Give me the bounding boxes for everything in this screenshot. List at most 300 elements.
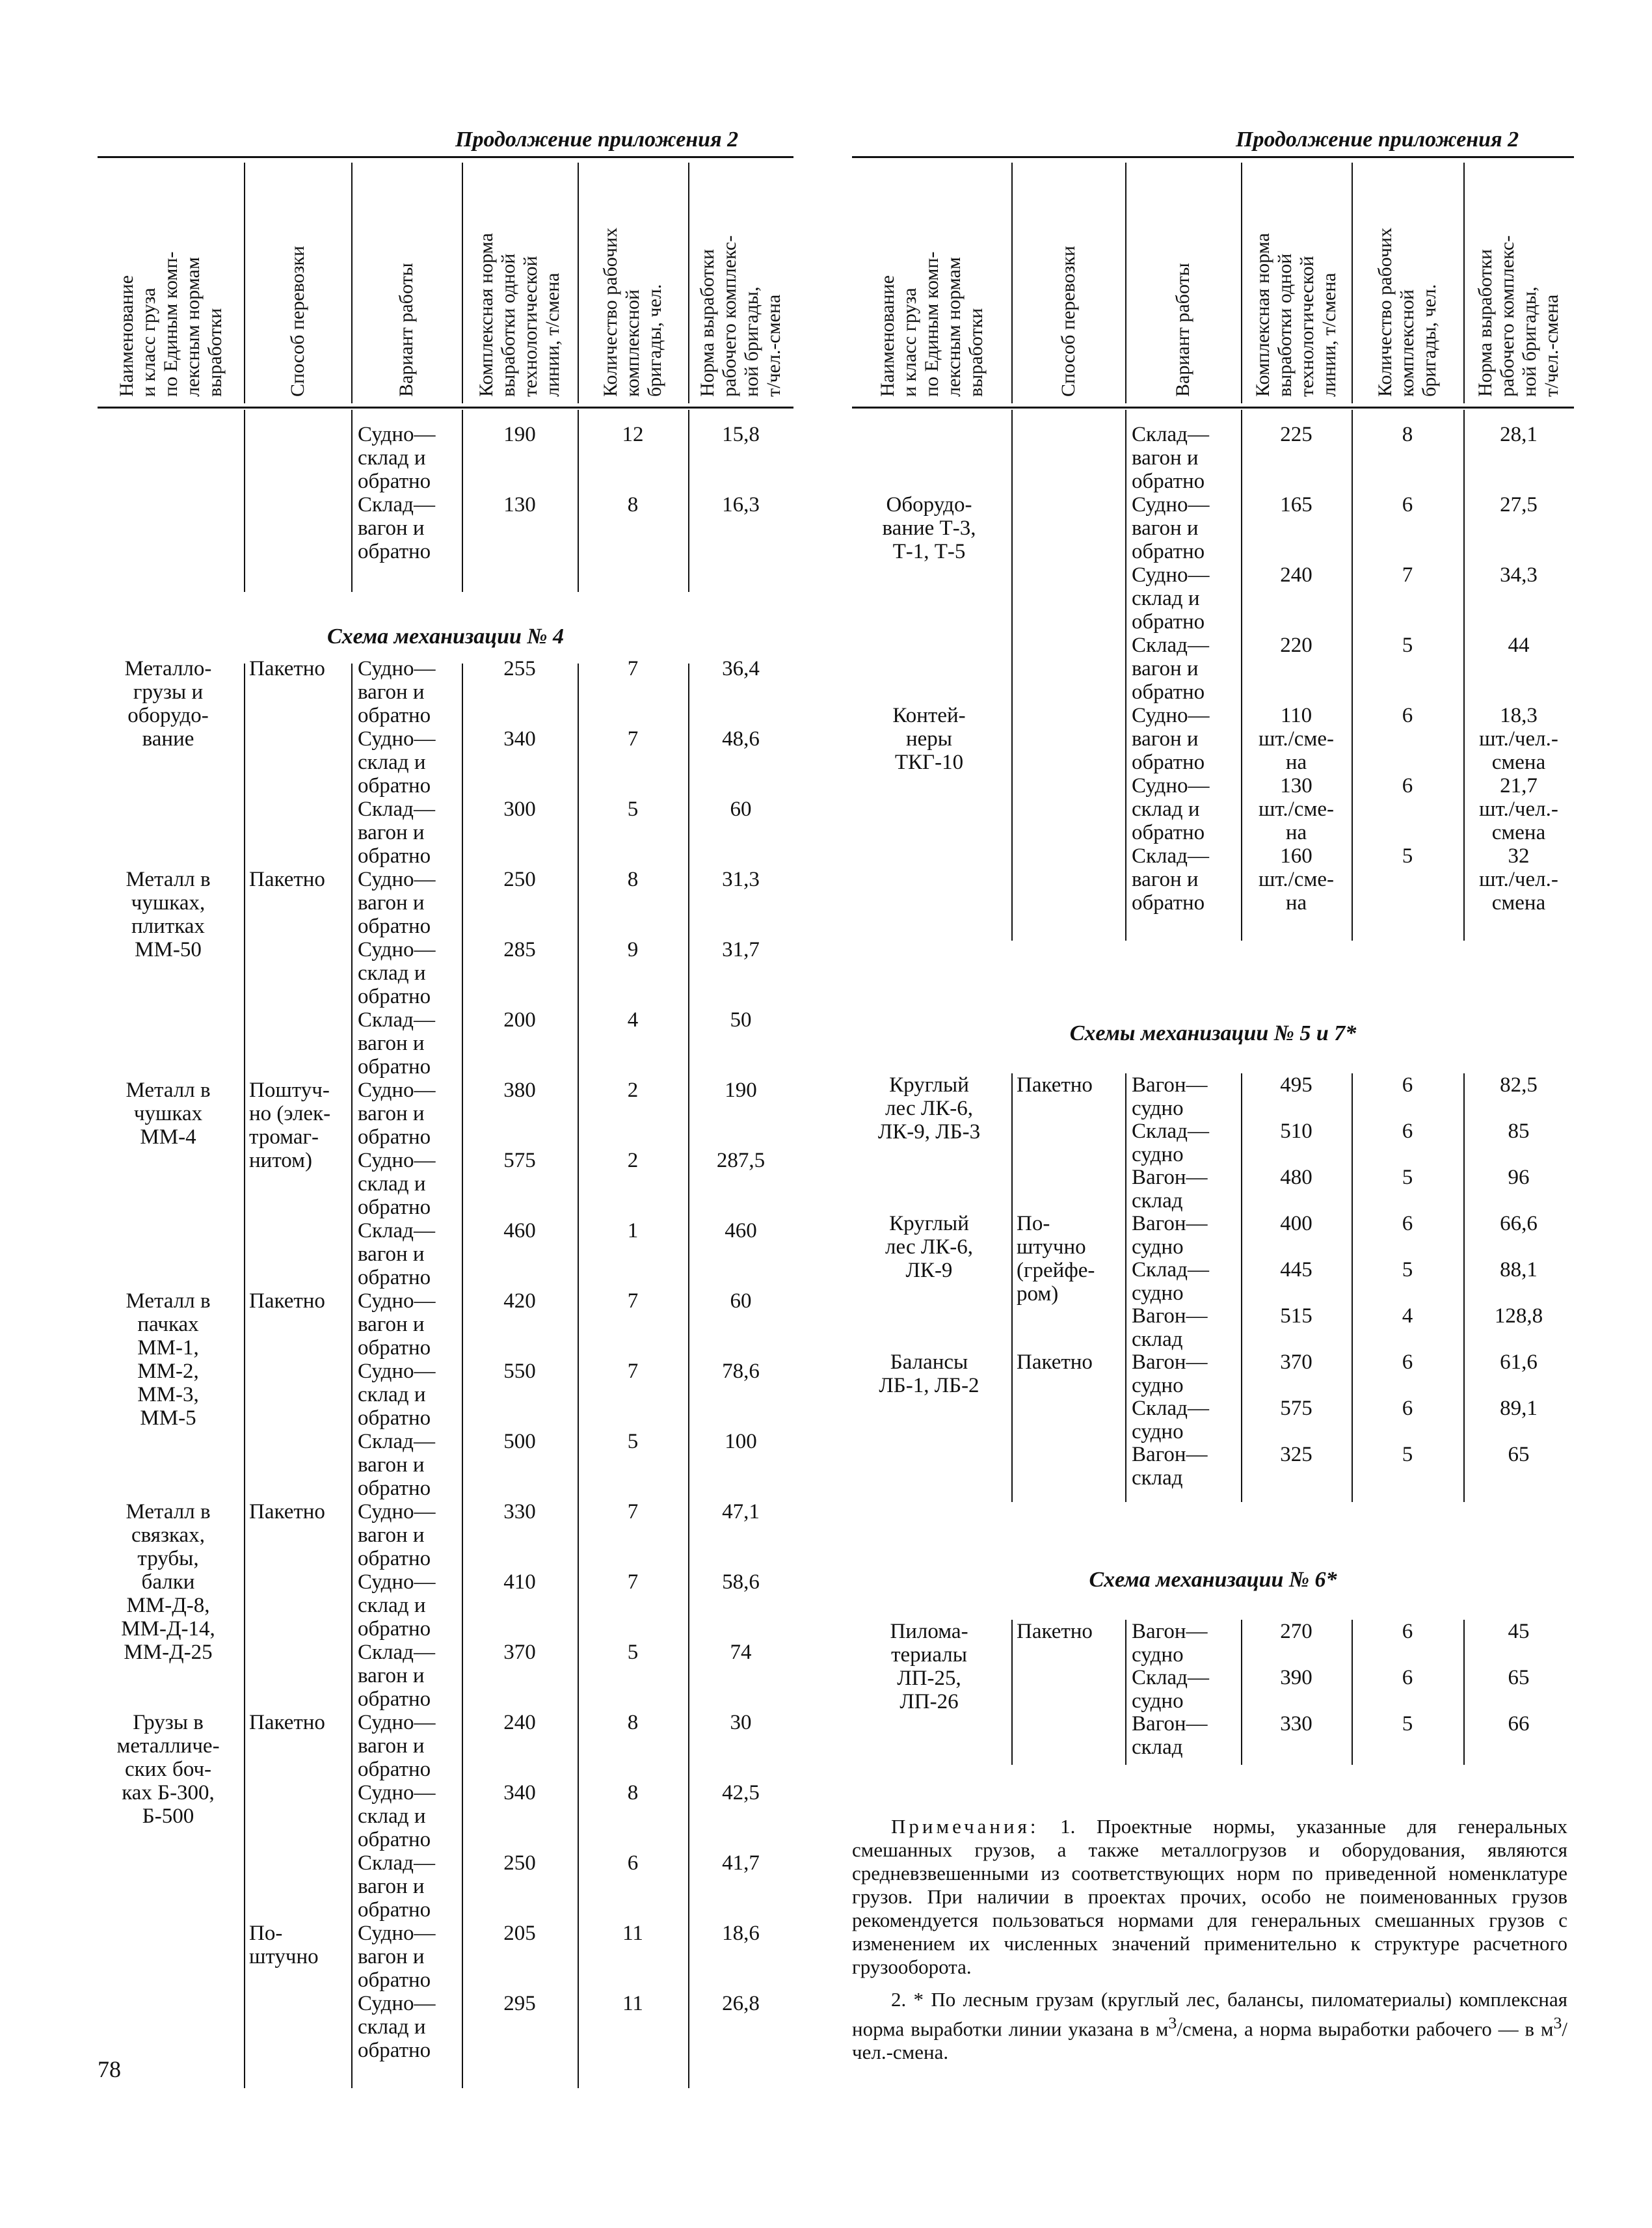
text-line: 165 [1280, 493, 1312, 517]
text-line: рабочего комплекс- [1497, 235, 1518, 397]
right-cargo-name [855, 1620, 1004, 1713]
left-workers-value: 5 [627, 798, 639, 821]
right-column-rule [1125, 1073, 1126, 1502]
right-variant-cell [1132, 1350, 1238, 1397]
text-line: 225 [1280, 423, 1312, 446]
left-norm-value: 300 [503, 798, 536, 821]
text-line: 34,3 [1500, 563, 1538, 587]
text-line: Судно— [1132, 774, 1210, 798]
right-variant-cell [1132, 1304, 1238, 1351]
text-line: ЛБ-1, ЛБ-2 [879, 1374, 979, 1397]
left-worker-norm-value: 16,3 [722, 493, 760, 517]
text-line: вагон и [358, 1313, 425, 1336]
left-variant-cell [358, 1289, 459, 1360]
text-line: ЛП-26 [899, 1690, 959, 1713]
left-method-cell [249, 657, 350, 680]
right-method-cell [1017, 1620, 1124, 1643]
right-header-method [1058, 246, 1080, 397]
text-line: Вариант работы [1172, 263, 1193, 397]
left-header-name [116, 252, 226, 397]
text-line: Металло- [124, 657, 212, 680]
text-line: выработки [204, 308, 226, 397]
right-workers-value: 6 [1402, 774, 1413, 798]
right-norm-value [1241, 563, 1352, 587]
left-section-title: Схема механизации № 4 [326, 624, 565, 649]
left-column-rule [462, 664, 463, 2088]
left-norm-value: 340 [503, 1781, 536, 1805]
text-line: Судно— [358, 938, 436, 961]
text-line: обратно [358, 2039, 431, 2062]
left-worker-norm-value: 36,4 [722, 657, 760, 680]
text-line: Склад— [1132, 634, 1209, 657]
text-line: 44 [1508, 634, 1530, 657]
text-line: обратно [358, 540, 431, 563]
right-variant-cell [1132, 1073, 1238, 1120]
left-column-rule [578, 410, 579, 592]
left-norm-value: 340 [503, 727, 536, 751]
left-cargo-name [100, 1500, 236, 1664]
left-variant-cell [358, 727, 459, 798]
text-line: обратно [358, 1617, 431, 1641]
left-variant-cell [358, 423, 459, 493]
left-variant-cell [358, 1430, 459, 1500]
text-line: Пакетно [249, 868, 325, 891]
left-variant-cell [358, 868, 459, 938]
right-worker-norm-value: 65 [1508, 1666, 1530, 1689]
left-workers-value: 12 [622, 423, 644, 446]
right-workers-value: 6 [1402, 1397, 1413, 1420]
left-header-column-rule [244, 163, 245, 403]
text-line: Б-500 [142, 1805, 194, 1828]
right-column-rule [1011, 410, 1013, 941]
text-line: склад и [358, 446, 426, 470]
left-worker-norm-value: 42,5 [722, 1781, 760, 1805]
right-norm-value: 495 [1280, 1073, 1312, 1097]
text-line: линии, т/смена [542, 273, 563, 397]
right-variant-cell [1132, 493, 1238, 563]
left-cargo-name [100, 868, 236, 961]
notes-label: Примечания: [891, 1815, 1039, 1838]
text-line: вагон и [358, 1032, 425, 1055]
text-line: Контей- [892, 704, 966, 727]
right-column-rule [1463, 1620, 1465, 1765]
text-line: обратно [1132, 891, 1205, 915]
text-line: Вагон— [1132, 1620, 1208, 1643]
text-line: склад и [358, 1172, 426, 1196]
right-worker-norm-value [1463, 423, 1574, 446]
text-line: судно [1132, 1689, 1184, 1713]
text-line: по Единым комп- [920, 251, 942, 397]
text-line: Склад— [358, 1219, 435, 1242]
text-line: штучно [249, 1945, 319, 1968]
right-variant-cell [1132, 423, 1238, 493]
text-line: Склад— [1132, 1120, 1209, 1143]
left-worker-norm-value: 60 [730, 1289, 752, 1313]
right-norm-value: 510 [1280, 1120, 1312, 1143]
text-line: Склад— [1132, 1666, 1209, 1689]
text-line: Склад— [1132, 423, 1209, 446]
text-line: Склад— [358, 1430, 435, 1453]
text-line: вагон и [358, 1875, 425, 1898]
right-worker-norm-value: 88,1 [1500, 1258, 1538, 1282]
text-line: склад и [358, 1383, 426, 1406]
text-line: Пилома- [890, 1620, 968, 1643]
right-column-rule [1241, 1073, 1242, 1502]
left-header-norm [475, 233, 564, 397]
right-section-title-3: Схема механизации № 6* [1089, 1568, 1337, 1592]
left-column-rule [351, 410, 353, 592]
left-norm-value: 255 [503, 657, 536, 680]
left-workers-value: 7 [627, 1289, 639, 1313]
left-column-rule [688, 664, 689, 2088]
left-column-rule [688, 410, 689, 592]
text-line: Склад— [358, 798, 435, 821]
left-variant-cell [358, 493, 459, 563]
text-line: шт./чел.- [1479, 868, 1558, 891]
text-line: 220 [1280, 634, 1312, 657]
right-column-rule [1352, 1620, 1353, 1765]
text-line: ках Б-300, [122, 1781, 215, 1805]
text-line: технологической [520, 256, 541, 397]
left-variant-cell [358, 1360, 459, 1430]
right-variant-cell [1132, 1620, 1238, 1667]
text-line: лексным нормам [942, 257, 965, 397]
text-line: судно [1132, 1420, 1184, 1443]
right-workers-value: 6 [1402, 1120, 1413, 1143]
right-worker-norm-value: 128,8 [1494, 1304, 1543, 1328]
left-norm-value: 330 [503, 1500, 536, 1523]
text-line: выработки одной [498, 253, 519, 397]
right-norm-value [1241, 493, 1352, 517]
text-line: 28,1 [1500, 423, 1538, 446]
right-norm-value: 270 [1280, 1620, 1312, 1643]
text-line: штучно [1017, 1235, 1086, 1259]
text-line: Вагон— [1132, 1712, 1208, 1736]
text-line: обратно [358, 1125, 431, 1149]
right-worker-norm-value [1463, 563, 1574, 587]
text-line: технологической [1296, 256, 1318, 397]
right-workers-value: 5 [1402, 1258, 1413, 1282]
text-line: обратно [358, 470, 431, 493]
left-worker-norm-value: 31,3 [722, 868, 760, 891]
text-line: ММ-5 [140, 1406, 196, 1430]
text-line: связках, [131, 1523, 205, 1547]
right-variant-cell [1132, 1712, 1238, 1759]
left-variant-cell [358, 1922, 459, 1992]
text-line: обратно [358, 1266, 431, 1289]
text-line: лес ЛК-6, [885, 1235, 973, 1259]
text-line: обратно [358, 1547, 431, 1570]
left-header-method [287, 246, 309, 397]
text-line: ММ-Д-8, [126, 1594, 210, 1617]
text-line: вагон и [1132, 657, 1199, 680]
text-line: чушках, [131, 891, 206, 915]
note-2-suffix: /чел.-смена. [852, 2017, 1567, 2064]
right-continuation-label: Продолжение приложения 2 [1236, 128, 1519, 152]
text-line: склад [1132, 1328, 1183, 1351]
text-line: обратно [1132, 751, 1205, 774]
text-line: Склад— [1132, 844, 1209, 868]
left-workers-value: 2 [627, 1079, 639, 1102]
left-variant-cell [358, 1851, 459, 1922]
text-line: По- [1017, 1212, 1050, 1235]
text-line: Судно— [1132, 493, 1210, 517]
left-cargo-name [100, 1711, 236, 1828]
left-column-rule [462, 410, 463, 592]
left-header-column-rule [462, 163, 463, 403]
text-line: Балансы [890, 1350, 968, 1374]
text-line: ских боч- [124, 1758, 212, 1781]
left-worker-norm-value: 78,6 [722, 1360, 760, 1383]
text-line: Судно— [358, 657, 436, 680]
right-header-name [877, 252, 987, 397]
left-worker-norm-value: 26,8 [722, 1992, 760, 2015]
left-workers-value: 8 [627, 1711, 639, 1734]
left-variant-cell [358, 1711, 459, 1781]
right-workers-value: 6 [1402, 1350, 1413, 1374]
right-workers-value: 5 [1402, 1166, 1413, 1189]
right-column-rule [1011, 1620, 1013, 1765]
right-header-column-rule [1241, 163, 1242, 403]
right-column-rule [1011, 1073, 1013, 1502]
text-line: обратно [358, 1898, 431, 1922]
right-workers-value: 6 [1402, 1212, 1413, 1235]
right-variant-cell [1132, 634, 1238, 704]
left-method-cell [249, 1289, 350, 1313]
left-workers-value: 5 [627, 1641, 639, 1664]
text-line: склад [1132, 1466, 1183, 1490]
text-line: выработки одной [1274, 253, 1296, 397]
right-worker-norm-value [1463, 634, 1574, 657]
left-variant-cell [358, 1781, 459, 1851]
text-line: Судно— [358, 1500, 436, 1523]
right-worker-norm-value: 89,1 [1500, 1397, 1538, 1420]
right-variant-cell [1132, 1666, 1238, 1713]
text-line: ЛК-9 [905, 1259, 953, 1282]
text-line: Оборудо- [886, 493, 972, 517]
right-header-workers [1374, 228, 1441, 397]
right-worker-norm-value [1463, 844, 1574, 915]
text-line: ром) [1017, 1282, 1059, 1306]
left-norm-value: 190 [503, 423, 536, 446]
text-line: Способ перевозки [286, 245, 308, 397]
left-variant-cell [358, 1079, 459, 1149]
left-method-cell [249, 1711, 350, 1734]
left-workers-value: 9 [627, 938, 639, 961]
text-line: обратно [358, 774, 431, 798]
text-line: шт./сме- [1259, 798, 1334, 821]
right-worker-norm-value [1463, 774, 1574, 844]
text-line: рабочего комплекс- [719, 235, 740, 397]
right-norm-value: 390 [1280, 1666, 1312, 1689]
right-method-cell [1017, 1212, 1124, 1306]
text-line: шт./сме- [1259, 727, 1334, 751]
text-line: териалы [891, 1643, 967, 1667]
text-line: (грейфе- [1017, 1259, 1095, 1282]
text-line: шт./чел.- [1479, 727, 1558, 751]
text-line: нитом) [249, 1149, 313, 1172]
text-line: Пакетно [1017, 1073, 1093, 1097]
text-line: Пакетно [249, 1500, 325, 1523]
text-line: склад и [1132, 798, 1200, 821]
text-line: Металл в [126, 868, 211, 891]
text-line: вагон и [358, 1453, 425, 1477]
text-line: Круглый [889, 1073, 969, 1097]
left-method-cell [249, 1079, 350, 1172]
text-line: т/чел.-смена [1541, 294, 1562, 397]
text-line: неры [906, 727, 952, 751]
text-line: Пакетно [249, 657, 325, 680]
text-line: Вагон— [1132, 1350, 1208, 1374]
text-line: вание [142, 727, 194, 751]
text-line: обратно [358, 704, 431, 727]
right-column-rule [1125, 1620, 1126, 1765]
text-line: комплексной [622, 289, 643, 397]
left-norm-value: 130 [503, 493, 536, 517]
text-line: Норма выработки [1474, 248, 1496, 397]
left-norm-value: 410 [503, 1570, 536, 1594]
left-workers-value: 4 [627, 1008, 639, 1032]
text-line: ММ-3, [137, 1383, 199, 1406]
right-workers-value: 6 [1402, 1073, 1413, 1097]
text-line: ММ-1, [137, 1336, 199, 1360]
right-column-rule [1241, 410, 1242, 941]
text-line: вагон и [1132, 727, 1199, 751]
right-workers-value: 4 [1402, 1304, 1413, 1328]
right-norm-value [1241, 704, 1352, 774]
right-column-rule [1241, 1620, 1242, 1765]
text-line: Склад— [358, 1008, 435, 1032]
right-worker-norm-value [1463, 704, 1574, 774]
text-line: грузы и [133, 680, 204, 704]
left-norm-value: 420 [503, 1289, 536, 1313]
left-workers-value: 7 [627, 1570, 639, 1594]
left-variant-cell [358, 1641, 459, 1711]
left-workers-value: 7 [627, 1360, 639, 1383]
text-line: склад и [1132, 587, 1200, 610]
text-line: Вагон— [1132, 1212, 1208, 1235]
left-worker-norm-value: 190 [725, 1079, 757, 1102]
right-worker-norm-value: 65 [1508, 1443, 1530, 1466]
right-norm-value: 325 [1280, 1443, 1312, 1466]
text-line: Судно— [358, 1781, 436, 1805]
text-line: обратно [358, 1336, 431, 1360]
left-workers-value: 8 [627, 493, 639, 517]
right-workers-value: 6 [1402, 493, 1413, 517]
left-header-worker_norm [697, 235, 785, 397]
left-cargo-name [100, 1079, 236, 1149]
text-line: ТКГ-10 [894, 751, 964, 774]
left-norm-value: 460 [503, 1219, 536, 1242]
left-norm-value: 295 [503, 1992, 536, 2015]
left-norm-value: 370 [503, 1641, 536, 1664]
text-line: Наименование [876, 275, 898, 397]
left-norm-value: 550 [503, 1360, 536, 1383]
text-line: плитках [131, 915, 205, 938]
text-line: 32 [1508, 844, 1530, 868]
right-cargo-name [855, 1212, 1004, 1282]
text-line: комплексной [1396, 289, 1418, 397]
right-header-norm [1252, 233, 1340, 397]
left-variant-cell [358, 1149, 459, 1219]
right-worker-norm-value: 96 [1508, 1166, 1530, 1189]
left-workers-value: 8 [627, 868, 639, 891]
right-norm-value: 400 [1280, 1212, 1312, 1235]
text-line: судно [1132, 1235, 1184, 1259]
left-workers-value: 1 [627, 1219, 639, 1242]
left-cargo-name [100, 657, 236, 751]
text-line: Судно— [358, 1711, 436, 1734]
note-2-mid: /смена, а норма выработки рабочего — в м [1177, 2017, 1554, 2041]
text-line: Судно— [358, 423, 436, 446]
left-worker-norm-value: 48,6 [722, 727, 760, 751]
note-1 [852, 1815, 1567, 1979]
text-line: и класс груза [137, 288, 159, 397]
text-line: ЛП-25, [897, 1667, 961, 1690]
left-workers-value: 7 [627, 1500, 639, 1523]
text-line: Судно— [358, 727, 436, 751]
right-header-top-rule [852, 156, 1574, 158]
left-worker-norm-value: 60 [730, 798, 752, 821]
right-method-cell [1017, 1073, 1124, 1097]
right-section-title-2: Схемы механизации № 5 и 7* [1069, 1021, 1357, 1045]
text-line: обратно [1132, 821, 1205, 844]
left-column-rule [351, 664, 353, 2088]
text-line: лес ЛК-6, [885, 1097, 973, 1120]
left-workers-value: 2 [627, 1149, 639, 1172]
text-line: склад и [358, 751, 426, 774]
superscript-3: 3 [1168, 2013, 1177, 2032]
right-variant-cell [1132, 1443, 1238, 1490]
text-line: 27,5 [1500, 493, 1538, 517]
text-line: Склад— [358, 493, 435, 517]
text-line: обратно [358, 1196, 431, 1219]
text-line: вагон и [1132, 446, 1199, 470]
text-line: Металл в [126, 1289, 211, 1313]
right-header-column-rule [1352, 163, 1353, 403]
text-line: вагон и [358, 821, 425, 844]
text-line: судно [1132, 1097, 1184, 1120]
text-line: Судно— [358, 1922, 436, 1945]
right-cargo-name [855, 704, 1004, 774]
left-header-workers [600, 228, 666, 397]
text-line: Металл в [126, 1079, 211, 1102]
right-variant-cell [1132, 1120, 1238, 1166]
left-column-rule [578, 664, 579, 2088]
note-2-prefix: 2. * По лесным грузам (круглый лес, балансы, пиломатериалы) комплексная норма выработки линии указана в м [852, 1988, 1567, 2041]
text-line: обратно [1132, 680, 1205, 704]
text-line: Склад— [358, 1641, 435, 1664]
text-line: Пакетно [1017, 1620, 1093, 1643]
text-line: ММ-4 [140, 1125, 196, 1149]
right-variant-cell [1132, 844, 1238, 915]
text-line: по Единым комп- [159, 251, 181, 397]
text-line: на [1285, 821, 1307, 844]
text-line: лексным нормам [181, 257, 204, 397]
right-cargo-name [855, 493, 1004, 563]
text-line: судно [1132, 1643, 1184, 1667]
left-workers-value: 11 [622, 1992, 643, 2015]
text-line: обратно [1132, 540, 1205, 563]
text-line: Поштуч- [249, 1079, 330, 1102]
right-norm-value [1241, 844, 1352, 915]
left-variant-cell [358, 1219, 459, 1289]
left-workers-value: 6 [627, 1851, 639, 1875]
right-variant-cell [1132, 563, 1238, 634]
right-column-rule [1125, 410, 1126, 941]
left-norm-value: 250 [503, 1851, 536, 1875]
right-worker-norm-value [1463, 493, 1574, 517]
